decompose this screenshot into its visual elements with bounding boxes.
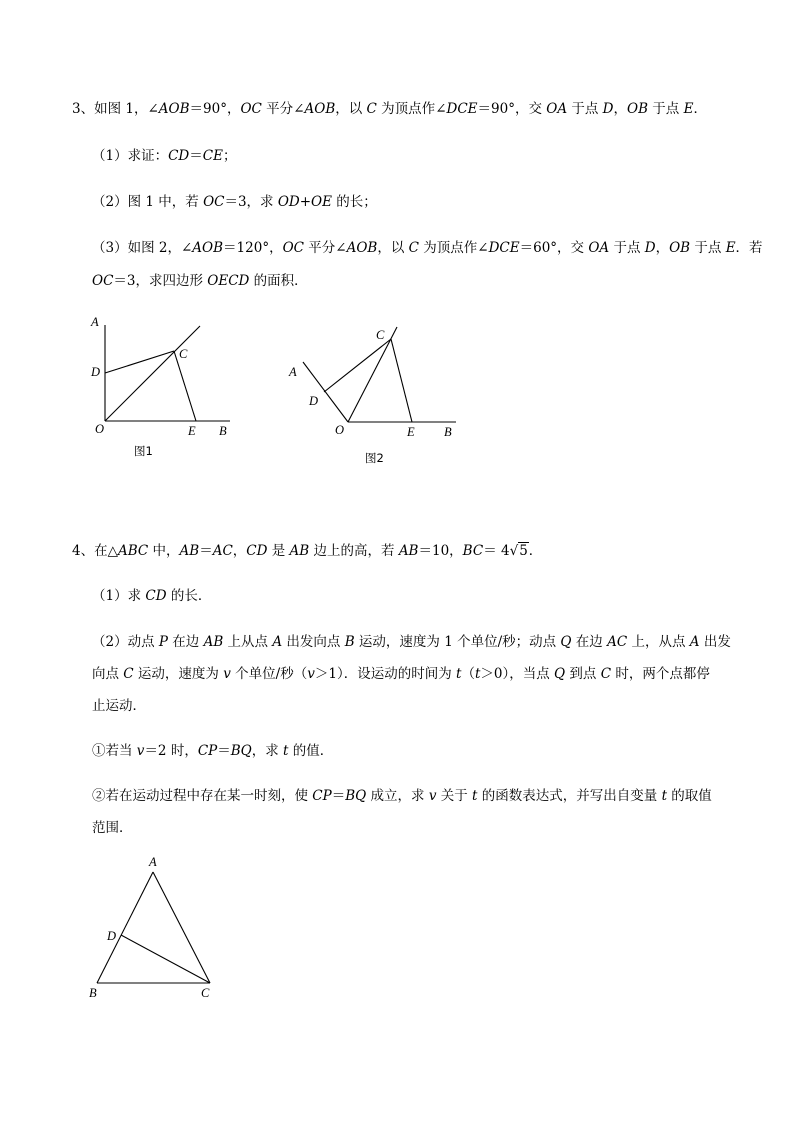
figure-triangle bbox=[85, 850, 225, 1005]
tri-label-D: D bbox=[107, 929, 117, 943]
p4-question-2-line3: 止运动． bbox=[92, 698, 146, 714]
p3-question-3-line2: OC＝3，求四边形 OECD 的面积． bbox=[92, 273, 308, 289]
fig2-label-O: O bbox=[335, 423, 345, 437]
tri-side-AB bbox=[97, 872, 153, 983]
p4-question-2-line1: （2）动点 P 在边 AB 上从点 A 出发向点 B 运动，速度为 1 个单位/秒；动点 Q 在边 AC 上，从点 A 出发 bbox=[92, 634, 731, 650]
sqrt-5: √5 bbox=[509, 543, 528, 559]
p4-question-2-line2: 向点 C 运动，速度为 v 个单位/秒（v＞1）．设运动的时间为 t（t＞0），当点 Q 到点 C 时，两个点都停 bbox=[92, 666, 710, 682]
fig2-caption: 图2 bbox=[365, 451, 384, 465]
fig2-label-D: D bbox=[309, 394, 319, 408]
p4-sub-2-line2: 范围． bbox=[92, 820, 133, 836]
fig1-segment-CE bbox=[174, 351, 196, 421]
fig2-label-B: B bbox=[444, 425, 452, 439]
figure-2 bbox=[280, 320, 470, 470]
p3-question-3-line1: （3）如图 2，∠AOB＝120°，OC 平分∠AOB，以 C 为顶点作∠DCE＝60°，交 OA 于点 D，OB 于点 E．若 bbox=[92, 240, 763, 256]
fig2-segment-CE bbox=[391, 339, 412, 422]
p4-sub-2-line1: ②若在运动过程中存在某一时刻，使 CP＝BQ 成立，求 v 关于 t 的函数表达式，并写出自变量 t 的取值 bbox=[92, 788, 712, 804]
fig1-caption: 图1 bbox=[134, 444, 153, 458]
p3-question-2: （2）图 1 中，若 OC＝3，求 OD+OE 的长； bbox=[92, 194, 377, 210]
fig2-ray-OA bbox=[303, 362, 348, 422]
fig1-bisector-OC bbox=[105, 326, 200, 421]
fig2-label-C: C bbox=[376, 328, 385, 342]
tri-label-B: B bbox=[89, 986, 97, 1000]
fig2-label-A: A bbox=[289, 365, 297, 379]
p3-question-1: （1）求证：CD＝CE； bbox=[92, 148, 237, 164]
fig1-label-E: E bbox=[188, 424, 196, 438]
fig2-label-E: E bbox=[407, 425, 415, 439]
fig1-label-A: A bbox=[91, 315, 99, 329]
p4-sub-1: ①若当 v＝2 时，CP＝BQ，求 t 的值． bbox=[92, 743, 334, 759]
fig1-label-C: C bbox=[179, 347, 188, 361]
p4-intro: 4、在△ABC 中，AB＝AC，CD 是 AB 边上的高，若 AB＝10，BC＝ 4√5． bbox=[72, 543, 543, 559]
tri-height-CD bbox=[121, 935, 210, 983]
p4-question-1: （1）求 CD 的长． bbox=[92, 588, 212, 604]
fig1-label-B: B bbox=[219, 424, 227, 438]
fig2-bisector-OC bbox=[348, 327, 397, 422]
fig1-label-D: D bbox=[91, 365, 101, 379]
fig2-segment-CD bbox=[324, 339, 391, 392]
tri-label-A: A bbox=[149, 855, 157, 869]
tri-side-AC bbox=[153, 872, 210, 983]
p3-intro: 3、如图 1，∠AOB＝90°，OC 平分∠AOB，以 C 为顶点作∠DCE＝90°，交 OA 于点 D，OB 于点 E． bbox=[72, 101, 707, 117]
tri-label-C: C bbox=[201, 986, 210, 1000]
fig1-label-O: O bbox=[95, 422, 105, 436]
figure-1 bbox=[80, 310, 250, 470]
